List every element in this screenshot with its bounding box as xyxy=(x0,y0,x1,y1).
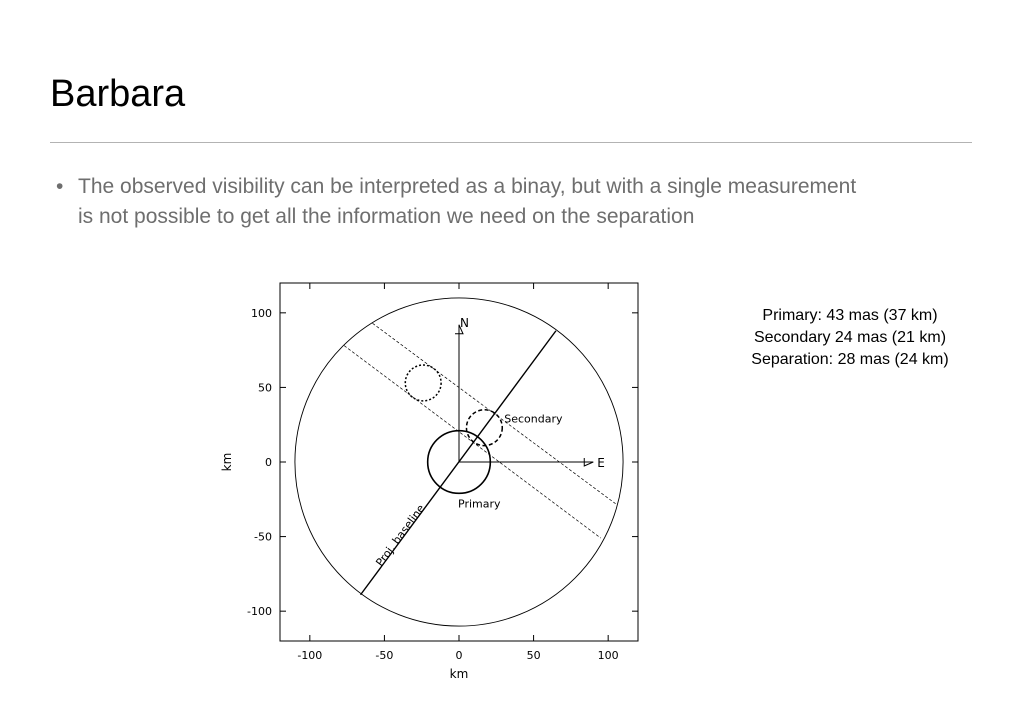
primary-info: Primary: 43 mas (37 km) xyxy=(762,307,938,324)
plot-marks xyxy=(295,298,623,626)
y-tick-label: 0 xyxy=(265,456,272,469)
primary-label: Primary xyxy=(458,497,501,511)
plot-labels xyxy=(373,316,604,569)
secondary-label: Secondary xyxy=(504,412,563,426)
x-tick-label: -50 xyxy=(375,649,394,662)
y-tick-label: 100 xyxy=(251,306,272,320)
bullet-marker: • xyxy=(56,175,64,198)
x-tick-label: -100 xyxy=(297,649,323,662)
separation-info: Separation: 28 mas (24 km) xyxy=(751,351,949,368)
x-tick-label: 50 xyxy=(526,649,541,662)
secondary-info: Secondary 24 mas (21 km) xyxy=(753,329,947,346)
baseline-label: Proj. baseline xyxy=(373,502,428,569)
y-tick-label: -100 xyxy=(247,605,272,619)
alternate-secondary-circle xyxy=(405,365,441,401)
slide-title: Barbara xyxy=(50,73,186,115)
axis-ticks xyxy=(247,283,638,662)
east-label: E xyxy=(597,456,605,470)
x-tick-label: 0 xyxy=(455,649,463,662)
bullet-text: The observed visibility can be interpreted as a binay, but with a single measurement is not possible to get all the information we need on the separation xyxy=(78,175,857,228)
x-axis-label: km xyxy=(449,667,469,681)
y-tick-label: -50 xyxy=(254,530,272,544)
y-tick-label: 50 xyxy=(258,381,272,395)
x-tick-label: 100 xyxy=(597,649,619,662)
north-label: N xyxy=(460,315,469,330)
y-axis-label: km xyxy=(220,452,234,472)
